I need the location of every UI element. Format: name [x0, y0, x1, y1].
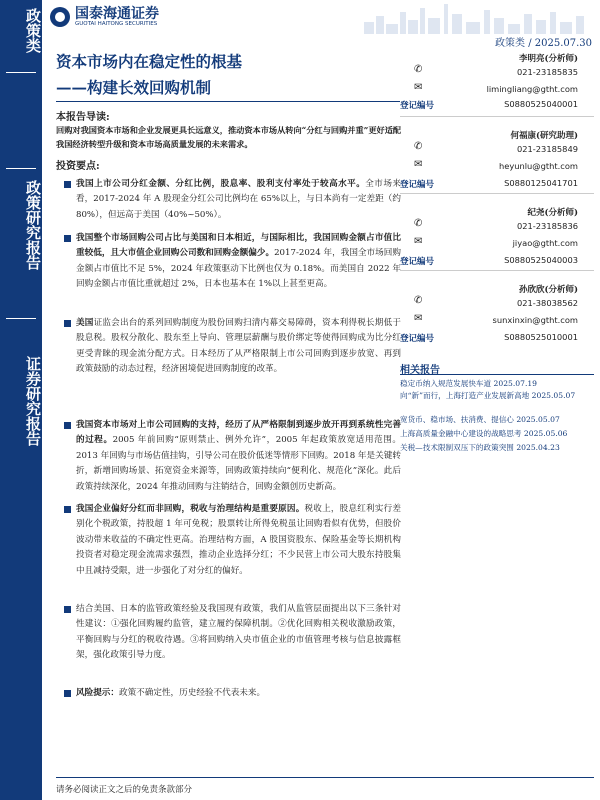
footer-disclaimer: 请务必阅读正文之后的免责条款部分	[56, 785, 193, 795]
risk-warning-text: 政策不确定性，历史经验不代表未来。	[118, 688, 266, 698]
logo-name-cn: 国泰海通证券	[75, 5, 159, 22]
bullet-square-icon	[64, 235, 71, 242]
related-report-link[interactable]: 关税—技术限制双压下的政策突围 2025.04.23	[400, 443, 560, 452]
intro-text: 回购对我国资本市场和企业发展更具长远意义，推动资本市场从转向“分红与回购并重”更好适配我国经济转型升级和资本市场高质量发展的未来需求。	[56, 125, 402, 149]
registration-number: S0880525040003	[504, 255, 578, 265]
company-logo	[50, 6, 159, 28]
related-report-link[interactable]: 宽货币、稳市场、扶消费、提信心 2025.05.07	[400, 415, 560, 424]
sidebar-divider	[6, 318, 36, 319]
bullet-square-icon	[64, 422, 71, 429]
key-point-bold: 我国企业偏好分红而非回购，税收与治理结构是重要原因。	[76, 504, 305, 514]
related-reports-heading: 相关报告	[400, 365, 440, 376]
sidebar	[0, 0, 42, 800]
sidebar-divider	[6, 72, 36, 73]
report-date-line: 政策类 / 2025.07.30	[495, 38, 592, 49]
analyst-phone: 021-23185849	[516, 144, 578, 154]
analyst-name: 孙欣欣(分析师)	[518, 285, 578, 295]
analyst-name: 李明亮(分析师)	[518, 54, 578, 64]
registration-label: 登记编号	[400, 334, 435, 344]
report-subtitle: ——构建长效回购机制	[56, 78, 212, 97]
intro-heading: 本报告导读:	[56, 112, 110, 123]
key-point-text: 税收上，股息红利实行差别化个税政策，持股超 1 年可免税；股票转让所得免税虽让回购看似有优势，但股价波动带来收益的不确定性更高。治理结构方面，A 股国资股东、保险基金等长期机构投资者对稳定现金流需求强烈，推动企业选择分红；不少民营上市公司大股东持股集中且减持受限，进一步强化了对分红的偏好。	[76, 504, 401, 576]
analyst-email[interactable]: jiyao@gtht.com	[512, 238, 578, 248]
sidebar-report-type-tag: 政策研究报告	[24, 180, 42, 270]
phone-icon: ✆	[414, 295, 423, 306]
email-icon: ✉	[414, 313, 423, 324]
key-point-item	[56, 502, 401, 579]
key-point-text: 结合美国、日本的监管政策经验及我国现有政策，我们从监管层面提出以下三条针对性建议：①强化回购履约监管，建立履约保障机制。②优化回购相关税收激励政策，平衡回购与分红的税收待遇。③将回购纳入央市值企业的市值管理考核与信息披露框架，强化政策引导力度。	[76, 604, 401, 661]
related-reports-divider	[400, 374, 594, 375]
related-report-link[interactable]: 向“新”而行，上海打造产业发展新高地 2025.05.07	[400, 391, 576, 400]
registration-number: S0880525040001	[504, 99, 578, 109]
analyst-divider	[400, 116, 594, 117]
risk-warning-label: 风险提示：	[76, 688, 119, 698]
key-point-text: 证监会出台的系列回购制度为股份回购扫清内幕交易障碍，资本利得税长期低于股息税。股权分散化、股东至上导向、管理层薪酬与股价绑定等使得回购成为比分红更受青睐的现金流分配方式。日本经历了从严格限制上市公司回购到逐步放宽、再到政策鼓励的动态过程，经济困境促进回购制度的改革。	[76, 318, 401, 375]
key-point-bold: 美国	[76, 318, 94, 328]
key-point-item	[56, 231, 401, 293]
key-point-text: 2017-2024 年，我国全市场回购金额占市值比不足 5%，2024 年政策驱动下比例也仅为 0.18%。而美国自 2022 年回购金额占市值比重就超过 2%，日本也基本在 1%以上甚至更高。	[76, 248, 401, 290]
registration-label: 登记编号	[400, 257, 435, 267]
analyst-name: 纪尧(分析师)	[527, 208, 578, 218]
sidebar-category-tag: 政策类	[24, 8, 42, 53]
logo-mark-icon	[50, 7, 70, 27]
registration-label: 登记编号	[400, 101, 435, 111]
analyst-email[interactable]: limingliang@gtht.com	[486, 84, 578, 94]
footer-divider	[56, 777, 594, 778]
analyst-email[interactable]: heyunlu@gtht.com	[498, 161, 578, 171]
registration-label: 登记编号	[400, 180, 435, 190]
key-point-item	[56, 418, 401, 495]
phone-icon: ✆	[414, 64, 423, 75]
bullet-square-icon	[64, 690, 71, 697]
key-points-heading: 投资要点:	[56, 161, 100, 172]
bullet-square-icon	[64, 320, 71, 327]
key-point-item	[56, 602, 401, 664]
email-icon: ✉	[414, 159, 423, 170]
sidebar-securities-tag: 证券研究报告	[24, 356, 42, 446]
title-divider	[56, 101, 400, 102]
analyst-phone: 021-38038562	[516, 298, 578, 308]
email-icon: ✉	[414, 236, 423, 247]
key-point-text: 全市场来看，2017-2024 年 A 股现金分红公司比例均在 65%以上，与日本尚有一定差距（约 80%），但远高于美国（40%~50%）。	[76, 179, 401, 220]
analyst-phone: 021-23185836	[516, 221, 578, 231]
report-title: 资本市场内在稳定性的根基	[56, 52, 243, 71]
skyline-decoration-icon	[360, 2, 596, 34]
bullet-square-icon	[64, 506, 71, 513]
key-point-item	[56, 177, 401, 223]
registration-number: S0880525010001	[504, 332, 578, 342]
phone-icon: ✆	[414, 218, 423, 229]
analyst-divider	[400, 193, 594, 194]
analyst-name: 何福康(研究助理)	[510, 131, 578, 141]
related-report-link[interactable]: 上海高质量金融中心建设的战略思考 2025.05.06	[400, 429, 568, 438]
analyst-divider	[400, 270, 594, 271]
key-point-bold: 我国上市公司分红金额、分红比例，股息率、股利支付率处于较高水平。	[76, 179, 366, 189]
bullet-square-icon	[64, 181, 71, 188]
key-point-item	[56, 316, 401, 378]
key-point-text: 2005 年前回购“原则禁止、例外允许”，2005 年起政策放宽适用范围。2013 年回购与市场估值挂钩，引导公司在股价低迷等情形下回购。2018 年是关键转折，新增回购场景、拓宽资金来源等，回购政策持续向“便利化、规范化”深化。此后政策持续深化，2024 年推动回购与注销结合，回购金额创历史新高。	[76, 435, 401, 492]
key-point-bold: 我国整个市场回购公司占比与美国和日本相近，与国际相比，我国回购金额占市值比重较低，且大市值企业回购公司数和回购金额偏少。	[76, 233, 401, 259]
analyst-email[interactable]: sunxinxin@gtht.com	[492, 315, 578, 325]
registration-number: S0880125041701	[504, 178, 578, 188]
phone-icon: ✆	[414, 141, 423, 152]
related-report-link[interactable]: 稳定币纳入规范发展快车道 2025.07.19	[400, 379, 538, 388]
sidebar-divider	[6, 168, 36, 169]
key-point-bold: 我国资本市场对上市公司回购的支持，经历了从严格限制到逐步放开再到系统性完善的过程。	[76, 420, 401, 446]
analyst-phone: 021-23185835	[516, 67, 578, 77]
email-icon: ✉	[414, 82, 423, 93]
risk-warning-item	[56, 686, 401, 701]
logo-name-en: GUOTAI HAITONG SECURITIES	[75, 20, 158, 27]
bullet-square-icon	[64, 606, 71, 613]
